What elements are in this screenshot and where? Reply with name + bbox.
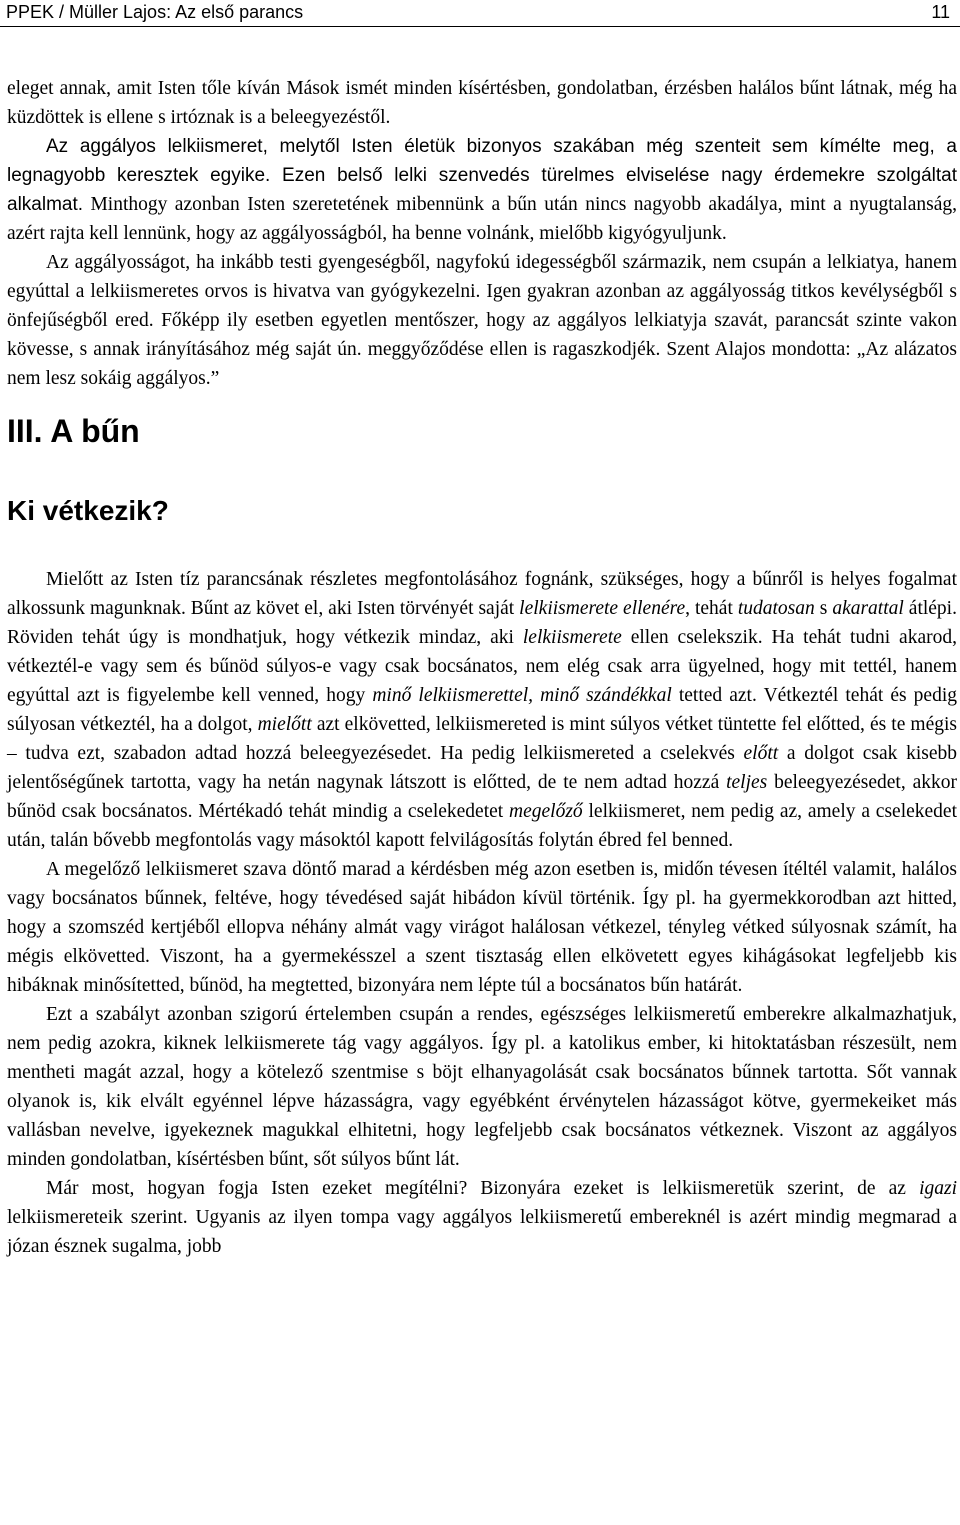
p4-italic-7: előtt	[743, 743, 779, 764]
paragraph-4	[7, 565, 957, 855]
heading-spacer	[7, 528, 957, 565]
p4-italic-9: megelőző	[509, 801, 583, 822]
p4-text-e: ellen cselekszik. Ha tehát tudni akarod, vétkeztél-e vagy sem és bűnöd súlyos-e vagy csak bocsánatos, nem elég csak arra ügyelned, hogy mit tettél, hanem egyúttal azt is figyelembe kell venned, hogy	[7, 627, 957, 706]
p4-text-f: tetted azt. Vétkeztél tehát és pedig súlyosan vétkeztél, ha a dolgot,	[7, 685, 958, 735]
page-body	[7, 74, 957, 1261]
paragraph-5: A megelőző lelkiismeret szava döntő marad a kérdésben még azon esetben is, midőn tévesen ítéltél valamit, halálos vagy bocsánatos bűnnek, feltéve, hogy tévedésed saját hibádon kívül történik. Így pl. ha gyermekkorodban azt hitted, hogy a szomszéd kertjéből ellopva néhány almát vagy virágot halálosan vétkezel, tényleg vétked súlyosnak számít, ha mégis elkövetted. Viszont, ha a gyermekésszel a szent tisztaság ellen elkövetett egyes kihágásokat legfeljebb kis hibáknak minősítetted, bűnöd, ha megtetted, bizonyára nem lépte túl a bocsánatos bűn határát.	[7, 859, 957, 996]
p4-italic-6: mielőtt	[257, 714, 312, 735]
paragraph-6: Ezt a szabályt azonban szigorú értelemben csupán a rendes, egészséges lelkiismeretű emberekre alkalmazhatjuk, nem pedig azokra, kiknek lelkiismerete tág vagy aggályos. Így pl. a katolikus ember, ki hitoktatásban részesült, nem mentheti magát azzal, hogy a kötelező szentmise s böjt elhanyagolását csak bocsánatos bűnnek tartotta. Sőt vannak olyanok is, kik elvált egyénnel lépve házasságra, vagy egyébként érvénytelen házasságot kötve, gyermekeiket más vallásban nevelve, igyekeznek magukkal elhitetni, hogy legfeljebb csak bocsánatos vétkeznek. Viszont az aggályos minden gondolatban, kísértésben bűnt, sőt súlyos bűnt lát.	[7, 1004, 957, 1170]
page-header	[0, 0, 960, 25]
p7-italic-1: igazi	[919, 1178, 957, 1199]
section-heading: Ki vétkezik?	[7, 495, 169, 526]
p4-text-b: , tehát	[685, 598, 738, 619]
p4-text-k: lelkiismeret, nem pedig az, amely a cselekedet után, talán bővebb megfontolás vagy másoktól kapott felvilágosítás folytán ébred fel benned.	[7, 801, 958, 851]
paragraph-2-part-a: Az aggályos lelkiismeret, melytől Isten életük bizonyos szakában még szenteit sem kímélte meg, a legnagyobb keresztek egyike. Ezen belső lelki szenvedés türelmes elviselése nagy érdemekre szolgáltat alkalmat.	[7, 136, 957, 215]
p4-italic-1: lelkiismerete ellenére	[519, 598, 686, 619]
paragraph-1: eleget annak, amit Isten tőle kíván Mások ismét minden kísértésben, gondolatban, érzésben halálos bűnt látnak, még ha küzdöttek is ellene s irtóznak is a beleegyezéstől.	[7, 78, 957, 128]
page-number: 11	[931, 2, 950, 22]
p7-text-b: lelkiismereteik szerint. Ugyanis az ilyen tompa vagy aggályos lelkiismeretű embereknél is azért mindig megmarad a józan észnek sugalma, jobb	[7, 1207, 957, 1257]
p4-text-g: azt elkövetted, lelkiismereted is mint súlyos vétket tüntette fel előtted, és te mégis – tudva ezt, szabadon adtad hozzá beleegyezésedet. Ha pedig lelkiismereted a cselekvés	[7, 714, 957, 764]
p7-text-a: Már most, hogyan fogja Isten ezeket megítélni? Bizonyára ezeket is lelkiismeretük szerint, de az	[46, 1178, 920, 1199]
header-rule	[0, 26, 960, 27]
p4-italic-4: lelkiismerete	[522, 627, 622, 648]
p4-italic-3: akarattal	[832, 598, 904, 619]
p4-text-c: s	[814, 598, 833, 619]
paragraph-2-part-b: Minthogy azonban Isten szeretetének mibennünk a bűn után nincs nagyobb akadálya, mint a nyugtalanság, azért rajta kell lennünk, hogy az aggályosságból, ha benne volnánk, mielőbb kigyógyuljunk.	[7, 194, 957, 244]
p4-text-h: a dolgot csak kisebb jelentőségűnek tartotta, vagy ha netán nagynak látszott is előtted, de te nem adtad hozzá	[7, 743, 957, 793]
paragraph-3: Az aggályosságot, ha inkább testi gyengeségből, nagyfokú idegességből származik, nem csupán a lelkiatya, hanem egyúttal a lelkiismeretes orvos is hivatva van gyógykezelni. Igen gyakran azonban az aggályosság titkos kevélységből s önfejűségből ered. Főképp ily esetben egyetlen mentőszer, hogy az aggályos lelkiatyja szavát, parancsát szinte vakon kövesse, s annak irányításához még saját ún. meggyőződése ellen is ragaszkodjék. Szent Alajos mondotta: „Az alázatos nem lesz sokáig aggályos.”	[7, 252, 957, 389]
p4-text-a: Mielőtt az Isten tíz parancsának részletes megfontolásához fognánk, szükséges, hogy a bűnről is helyes fogalmat alkossunk magunknak. Bűnt az követ el, aki Isten törvényét saját	[7, 569, 957, 619]
paragraph-2	[7, 132, 957, 248]
p4-text-d: átlépi. Röviden tehát úgy is mondhatjuk, hogy vétkezik mindaz, aki	[7, 598, 957, 648]
p4-italic-5: minő lelkiismerettel, minő szándékkal	[372, 685, 672, 706]
p4-italic-2: tudatosan	[737, 598, 815, 619]
running-title: PPEK / Müller Lajos: Az első parancs	[6, 2, 304, 22]
paragraph-7	[7, 1174, 957, 1261]
chapter-heading: III. A bűn	[7, 413, 140, 449]
p4-text-j: beleegyezésedet, akkor bűnöd csak bocsánatos. Mértékadó tehát mindig a cselekedetet	[7, 772, 957, 822]
p4-italic-8: teljes	[726, 772, 768, 793]
